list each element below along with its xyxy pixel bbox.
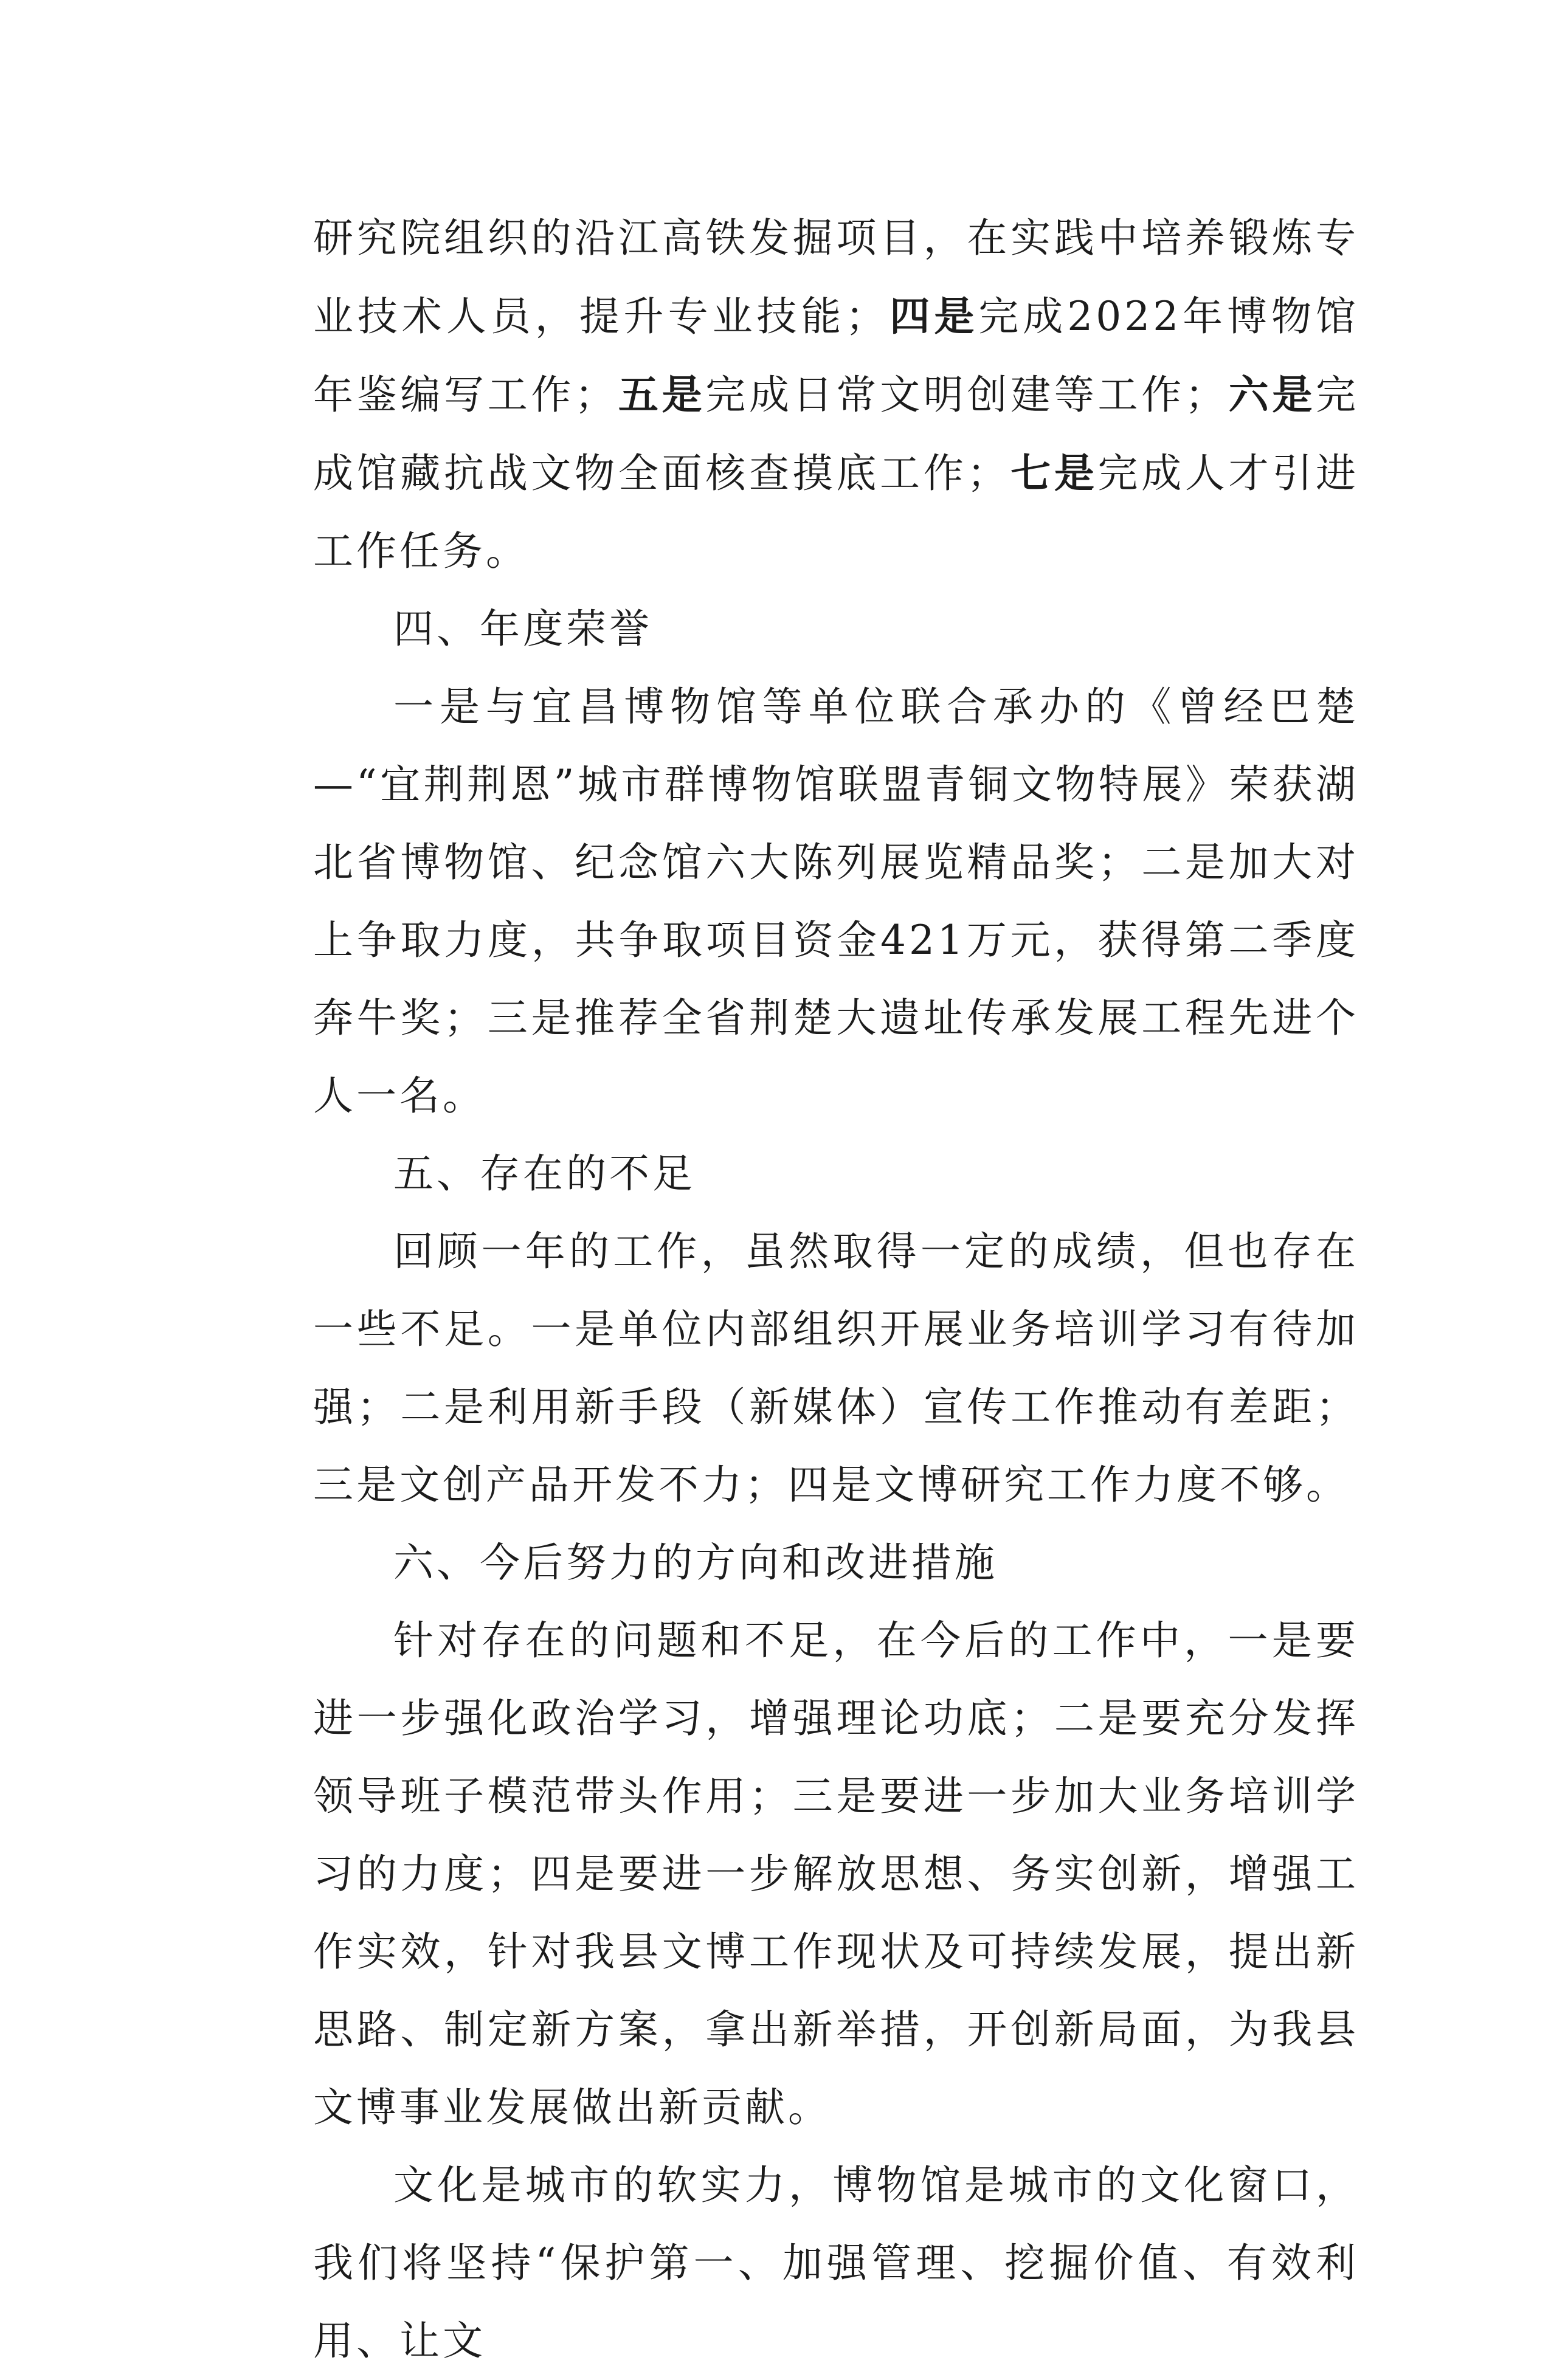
paragraph-work-items — [313, 199, 1359, 590]
bold-marker: 七是 — [1010, 449, 1098, 497]
paragraph-honors: 一是与宜昌博物馆等单位联合承办的《曾经巴楚—“宜荆荆恩”城市群博物馆联盟青铜文物特展》荣获湖北省博物馆、纪念馆六大陈列展览精品奖；二是加大对上争取力度，共争取项目资金421万元，获得第二季度奔牛奖；三是推荐全省荆楚大遗址传承发展工程先进个人一名。 — [313, 683, 1359, 1119]
paragraph-shortcomings: 回顾一年的工作，虽然取得一定的成绩，但也存在一些不足。一是单位内部组织开展业务培训学习有待加强；二是利用新手段（新媒体）宣传工作推动有差距；三是文创产品开发不力；四是文博研究工作力度不够。 — [313, 1228, 1359, 1508]
section-heading-honors: 四、年度荣誉 — [393, 605, 652, 652]
section-heading-shortcomings: 五、存在的不足 — [393, 1150, 696, 1197]
text-segment: 研究院组织的沿江高铁发掘项目，在实践中培养锻炼专业技术人员，提升专业技能； — [313, 215, 1359, 340]
bold-marker: 六是 — [1228, 371, 1316, 418]
section-heading-improvements: 六、今后努力的方向和改进措施 — [393, 1539, 998, 1586]
bold-marker: 四是 — [888, 292, 979, 340]
document-body — [313, 199, 1359, 2380]
text-segment: 完成日常文明创建等工作； — [705, 371, 1228, 418]
text-segment: 完成馆藏抗战文物全面核查摸底工作； — [313, 371, 1359, 497]
text-segment: 完成2022年博物馆年鉴编写工作； — [313, 293, 1359, 418]
paragraph-improvements: 针对存在的问题和不足，在今后的工作中，一是要进一步强化政治学习，增强理论功底；二是要充分发挥领导班子模范带头作用；三是要进一步加大业务培训学习的力度；四是要进一步解放思想、务实创新，增强工作实效，针对我县文博工作现状及可持续发展，提出新思路、制定新方案，拿出新举措，开创新局面，为我县文博事业发展做出新贡献。 — [313, 1617, 1359, 2131]
bold-marker: 五是 — [618, 371, 706, 418]
text-segment: 完成人才引进工作任务。 — [313, 450, 1359, 574]
paragraph-conclusion: 文化是城市的软实力，博物馆是城市的文化窗口，我们将坚持“保护第一、加强管理、挖掘价值、有效利用、让文 — [313, 2162, 1359, 2364]
